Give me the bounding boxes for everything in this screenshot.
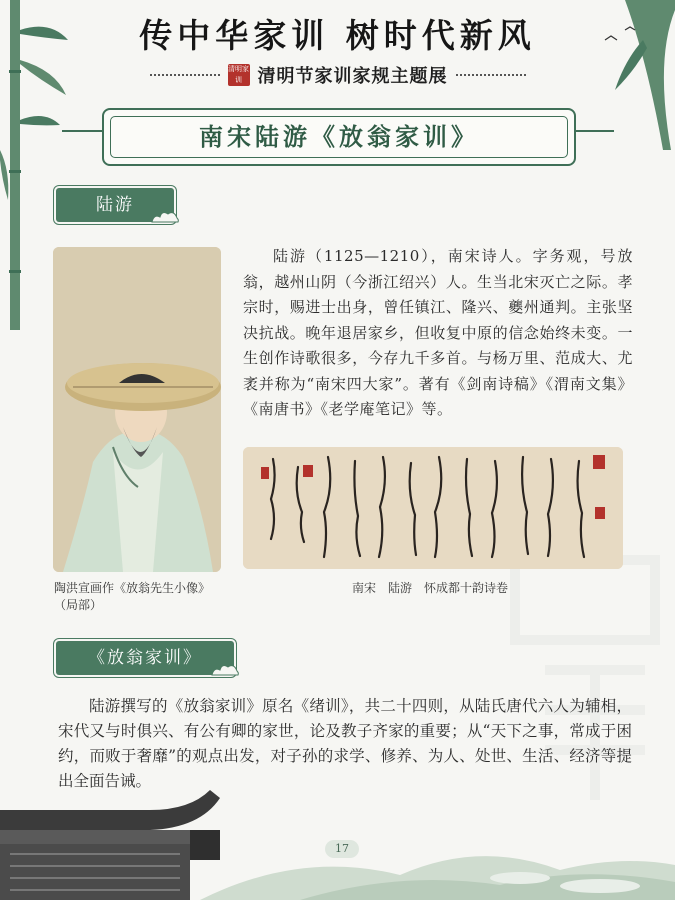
section-tab-lu-you bbox=[56, 188, 174, 222]
portrait-caption-note: （局部） bbox=[54, 598, 103, 612]
portrait-illustration bbox=[53, 247, 221, 572]
lu-you-portrait bbox=[53, 247, 221, 572]
banner-line-right bbox=[574, 130, 614, 132]
family-instructions-paragraph: 陆游撰写的《放翁家训》原名《绪训》，共二十四则，从陆氏唐代六人为辅相，宋代又与时俱兴、有公有卿的家世，论及教子齐家的重要；从“天下之事，常成于困约，而败于奢靡”的观点出发，对子孙的求学、修养、为人、处世、生活、经济等提出全面告诫。 bbox=[58, 697, 632, 790]
seal-stamp: 清明家训 bbox=[228, 65, 249, 84]
section-tab-label: 《放翁家训》 bbox=[88, 648, 202, 668]
bio-paragraph: 陆游（1125—1210），南宋诗人。字务观，号放翁，越州山阴（今浙江绍兴）人。生当北宋灭亡之际。孝宗时，赐进士出身，曾任镇江、隆兴、夔州通判。主张坚决抗战。晚年退居家乡，但收复中原的信念始终未变。一生创作诗歌很多，今存九千多首。与杨万里、范成大、尤袤并称为“南宋四大家”。著有《剑南诗稿》《渭南文集》《南唐书》《老学庵笔记》等。 bbox=[243, 247, 633, 418]
banner-line-left bbox=[62, 130, 102, 132]
cloud-icon bbox=[210, 661, 240, 677]
header-subtitle: 清明节家训家规主题展 bbox=[257, 66, 448, 87]
family-instructions-text bbox=[58, 694, 632, 794]
header-title: 传中华家训 树时代新风 bbox=[139, 16, 536, 55]
cloud-icon bbox=[150, 208, 180, 224]
bio-text bbox=[243, 244, 633, 423]
calligraphy-image bbox=[243, 447, 623, 569]
page-number: 17 bbox=[325, 840, 359, 858]
calligraphy-caption: 南宋 陆游 怀成都十韵诗卷 bbox=[352, 581, 509, 595]
portrait-caption: 陶洪宣画作《放翁先生小像》 bbox=[54, 581, 211, 595]
section-tab-label: 陆游 bbox=[96, 195, 134, 215]
header-subtitle-row bbox=[0, 62, 675, 88]
section-tab-family-instructions bbox=[56, 641, 234, 675]
page-title: 南宋陆游《放翁家训》 bbox=[199, 122, 479, 151]
dotted-divider bbox=[150, 74, 220, 76]
dotted-divider bbox=[456, 74, 526, 76]
calligraphy-illustration bbox=[243, 447, 623, 569]
